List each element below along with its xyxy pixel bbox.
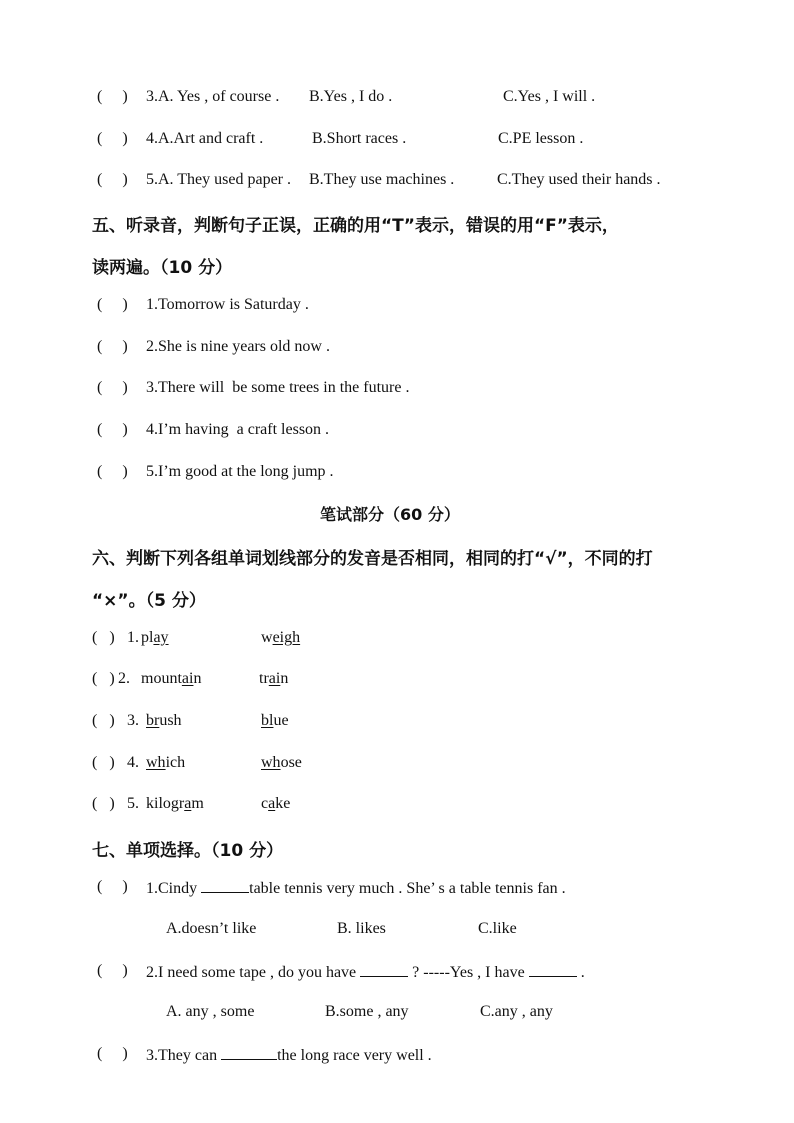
- option-b: B.They use machines .: [309, 171, 455, 188]
- answer-paren: ( ): [92, 754, 115, 771]
- question-stem: 1.Cindy table tennis very much . She’ s a table tennis fan .: [146, 880, 566, 897]
- section5-heading-cont: 读两遍。（10 分）: [92, 258, 233, 278]
- word-1: play: [141, 629, 169, 646]
- word-2: blue: [261, 712, 289, 729]
- word-1: which: [146, 754, 186, 771]
- section7-heading: 七、单项选择。（10 分）: [92, 841, 284, 861]
- answer-paren: ( ): [97, 88, 128, 105]
- word-2: weigh: [261, 629, 301, 646]
- answer-paren: ( ): [97, 878, 128, 895]
- option-b: B. likes: [337, 920, 386, 937]
- option-a: 5.A. They used paper .: [146, 171, 291, 188]
- word-2: whose: [261, 754, 302, 771]
- answer-paren: ( ): [97, 171, 128, 188]
- option-c: C.any , any: [480, 1003, 553, 1020]
- answer-paren: ( ): [97, 421, 128, 438]
- word-1: kilogram: [146, 795, 204, 812]
- item-number: 1.: [127, 629, 139, 646]
- option-c: C.Yes , I will .: [503, 88, 596, 105]
- option-a: 4.A.Art and craft .: [146, 130, 264, 147]
- option-a: A. any , some: [166, 1003, 255, 1020]
- option-b: B.Yes , I do .: [309, 88, 393, 105]
- answer-paren: ( ): [97, 338, 128, 355]
- option-b: B.some , any: [325, 1003, 409, 1020]
- tf-sentence: 1.Tomorrow is Saturday .: [146, 296, 309, 313]
- option-a: A.doesn’t like: [166, 920, 257, 937]
- written-part-title: 笔试部分（60 分）: [320, 505, 460, 524]
- item-number: 4.: [127, 754, 139, 771]
- answer-paren: ( ): [97, 296, 128, 313]
- word-2: train: [259, 670, 289, 687]
- tf-sentence: 2.She is nine years old now .: [146, 338, 330, 355]
- section5-heading: 五、听录音，判断句子正误，正确的用“T”表示，错误的用“F”表示，: [92, 216, 619, 236]
- answer-paren: ( ): [97, 130, 128, 147]
- item-number: 3.: [127, 712, 139, 729]
- word-2: cake: [261, 795, 291, 812]
- answer-paren: ( ): [97, 463, 128, 480]
- section6-heading: 六、判断下列各组单词划线部分的发音是否相同，相同的打“√”，不同的打: [92, 549, 653, 569]
- answer-paren: ( ): [92, 712, 115, 729]
- answer-paren: ( ): [97, 379, 128, 396]
- answer-paren: ( ): [92, 795, 115, 812]
- word-1: brush: [146, 712, 182, 729]
- tf-sentence: 3.There will be some trees in the future .: [146, 379, 410, 396]
- option-a: 3.A. Yes , of course .: [146, 88, 280, 105]
- tf-sentence: 5.I’m good at the long jump .: [146, 463, 334, 480]
- option-c: C.like: [478, 920, 517, 937]
- item-number: 2.: [118, 670, 130, 687]
- section6-heading-cont: “×”。（5 分）: [92, 591, 206, 611]
- question-stem: 3.They can the long race very well .: [146, 1047, 432, 1064]
- answer-paren: ( ): [97, 962, 128, 979]
- answer-paren: ( ): [97, 1045, 128, 1062]
- option-b: B.Short races .: [312, 130, 407, 147]
- word-1: mountain: [141, 670, 202, 687]
- tf-sentence: 4.I’m having a craft lesson .: [146, 421, 330, 438]
- question-stem: 2.I need some tape , do you have ? -----Yes , I have .: [146, 964, 585, 981]
- answer-paren: ( ): [92, 629, 115, 646]
- option-c: C.PE lesson .: [498, 130, 584, 147]
- item-number: 5.: [127, 795, 139, 812]
- answer-paren: ( ): [92, 670, 115, 687]
- option-c: C.They used their hands .: [497, 171, 661, 188]
